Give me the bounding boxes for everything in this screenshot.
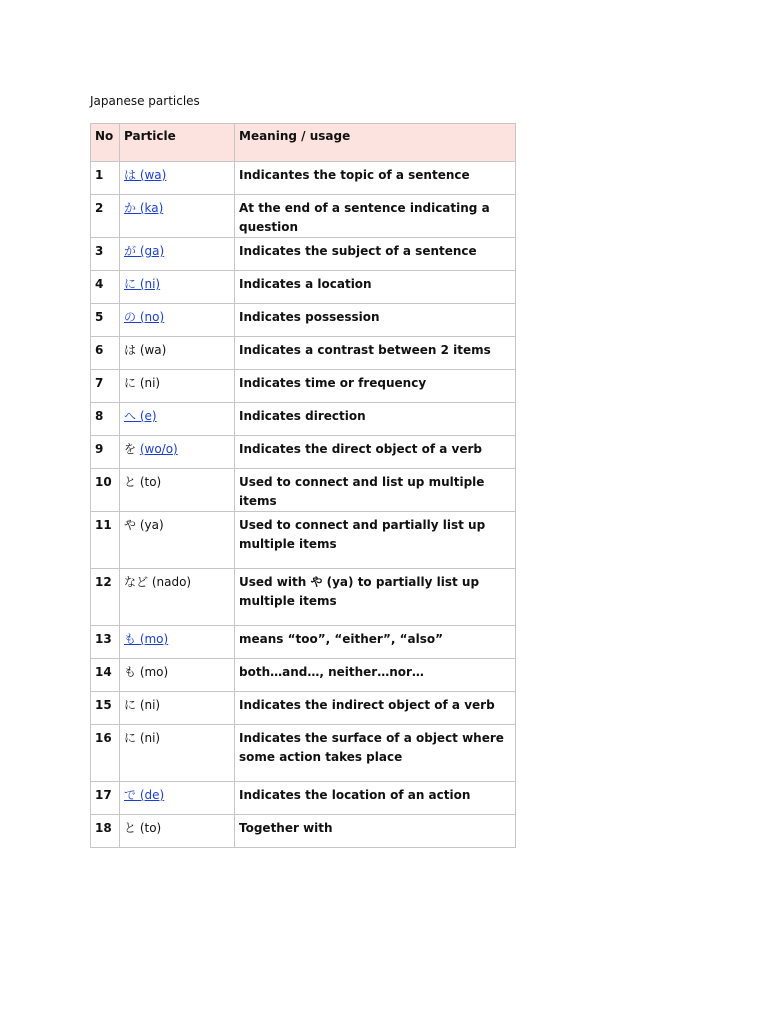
row-number: 17 xyxy=(91,782,120,815)
table-row xyxy=(91,195,516,238)
meaning-cell: At the end of a sentence indicating a question xyxy=(235,195,516,238)
meaning-cell: Indicates the subject of a sentence xyxy=(235,238,516,271)
meaning-cell: Indicates possession xyxy=(235,304,516,337)
table-row xyxy=(91,692,516,725)
table-row xyxy=(91,403,516,436)
column-header-no: No xyxy=(91,124,120,162)
particle-text: は (wa) xyxy=(124,343,167,357)
particle-cell xyxy=(120,626,235,659)
table-header-row xyxy=(91,124,516,162)
row-number: 14 xyxy=(91,659,120,692)
particle-cell xyxy=(120,512,235,569)
particle-cell xyxy=(120,692,235,725)
particle-cell xyxy=(120,304,235,337)
meaning-cell: Used with や (ya) to partially list up multiple items xyxy=(235,569,516,626)
particle-cell xyxy=(120,815,235,848)
row-number: 12 xyxy=(91,569,120,626)
particle-cell xyxy=(120,403,235,436)
particle-text: と (to) xyxy=(124,821,162,835)
table-row xyxy=(91,512,516,569)
table-row xyxy=(91,337,516,370)
table-row xyxy=(91,238,516,271)
table-row xyxy=(91,569,516,626)
row-number: 8 xyxy=(91,403,120,436)
table-row xyxy=(91,162,516,195)
meaning-cell: both…and…, neither…nor… xyxy=(235,659,516,692)
particle-link[interactable]: (wo/o) xyxy=(139,442,178,456)
meaning-cell: Indicates the indirect object of a verb xyxy=(235,692,516,725)
particle-link[interactable]: は (wa) xyxy=(124,168,167,182)
particle-text: も (mo) xyxy=(124,665,169,679)
particle-cell xyxy=(120,436,235,469)
table-row xyxy=(91,304,516,337)
particle-link[interactable]: で (de) xyxy=(124,788,165,802)
particle-link[interactable]: へ (e) xyxy=(124,409,157,423)
column-header-particle: Particle xyxy=(120,124,235,162)
table-row xyxy=(91,469,516,512)
row-number: 7 xyxy=(91,370,120,403)
particle-cell xyxy=(120,725,235,782)
row-number: 4 xyxy=(91,271,120,304)
particle-link[interactable]: に (ni) xyxy=(124,277,161,291)
particle-cell xyxy=(120,271,235,304)
particle-kana: を xyxy=(124,442,140,456)
particle-text: に (ni) xyxy=(124,698,161,712)
meaning-cell: Indicates time or frequency xyxy=(235,370,516,403)
table-row xyxy=(91,815,516,848)
row-number: 1 xyxy=(91,162,120,195)
row-number: 3 xyxy=(91,238,120,271)
meaning-cell: Indicantes the topic of a sentence xyxy=(235,162,516,195)
row-number: 13 xyxy=(91,626,120,659)
particle-link[interactable]: か (ka) xyxy=(124,201,164,215)
table-row xyxy=(91,271,516,304)
meaning-cell: Indicates the surface of a object where some action takes place xyxy=(235,725,516,782)
particle-cell xyxy=(120,195,235,238)
meaning-cell: means “too”, “either”, “also” xyxy=(235,626,516,659)
column-header-meaning: Meaning / usage xyxy=(235,124,516,162)
table-body xyxy=(91,162,516,848)
row-number: 11 xyxy=(91,512,120,569)
particles-table xyxy=(90,123,516,848)
table-row xyxy=(91,659,516,692)
particle-cell xyxy=(120,659,235,692)
meaning-cell: Indicates the location of an action xyxy=(235,782,516,815)
table-row xyxy=(91,370,516,403)
particle-cell xyxy=(120,370,235,403)
meaning-cell: Indicates a contrast between 2 items xyxy=(235,337,516,370)
meaning-cell: Indicates the direct object of a verb xyxy=(235,436,516,469)
particle-cell xyxy=(120,162,235,195)
row-number: 9 xyxy=(91,436,120,469)
meaning-cell: Used to connect and partially list up multiple items xyxy=(235,512,516,569)
row-number: 16 xyxy=(91,725,120,782)
table-row xyxy=(91,782,516,815)
meaning-cell: Indicates a location xyxy=(235,271,516,304)
particle-cell xyxy=(120,469,235,512)
row-number: 18 xyxy=(91,815,120,848)
particle-text: に (ni) xyxy=(124,376,161,390)
particle-link[interactable]: も (mo) xyxy=(124,632,169,646)
meaning-cell: Used to connect and list up multiple items xyxy=(235,469,516,512)
row-number: 10 xyxy=(91,469,120,512)
table-row xyxy=(91,626,516,659)
row-number: 5 xyxy=(91,304,120,337)
particle-link[interactable]: が (ga) xyxy=(124,244,165,258)
row-number: 6 xyxy=(91,337,120,370)
particle-cell xyxy=(120,238,235,271)
row-number: 2 xyxy=(91,195,120,238)
particle-text: に (ni) xyxy=(124,731,161,745)
table-row xyxy=(91,725,516,782)
page-title: Japanese particles xyxy=(90,94,200,108)
particle-cell xyxy=(120,337,235,370)
particle-link[interactable]: の (no) xyxy=(124,310,165,324)
particle-text: など (nado) xyxy=(124,575,192,589)
row-number: 15 xyxy=(91,692,120,725)
table-row xyxy=(91,436,516,469)
meaning-cell: Indicates direction xyxy=(235,403,516,436)
particle-text: や (ya) xyxy=(124,518,164,532)
particle-cell xyxy=(120,782,235,815)
particle-text: と (to) xyxy=(124,475,162,489)
particle-cell xyxy=(120,569,235,626)
meaning-cell: Together with xyxy=(235,815,516,848)
